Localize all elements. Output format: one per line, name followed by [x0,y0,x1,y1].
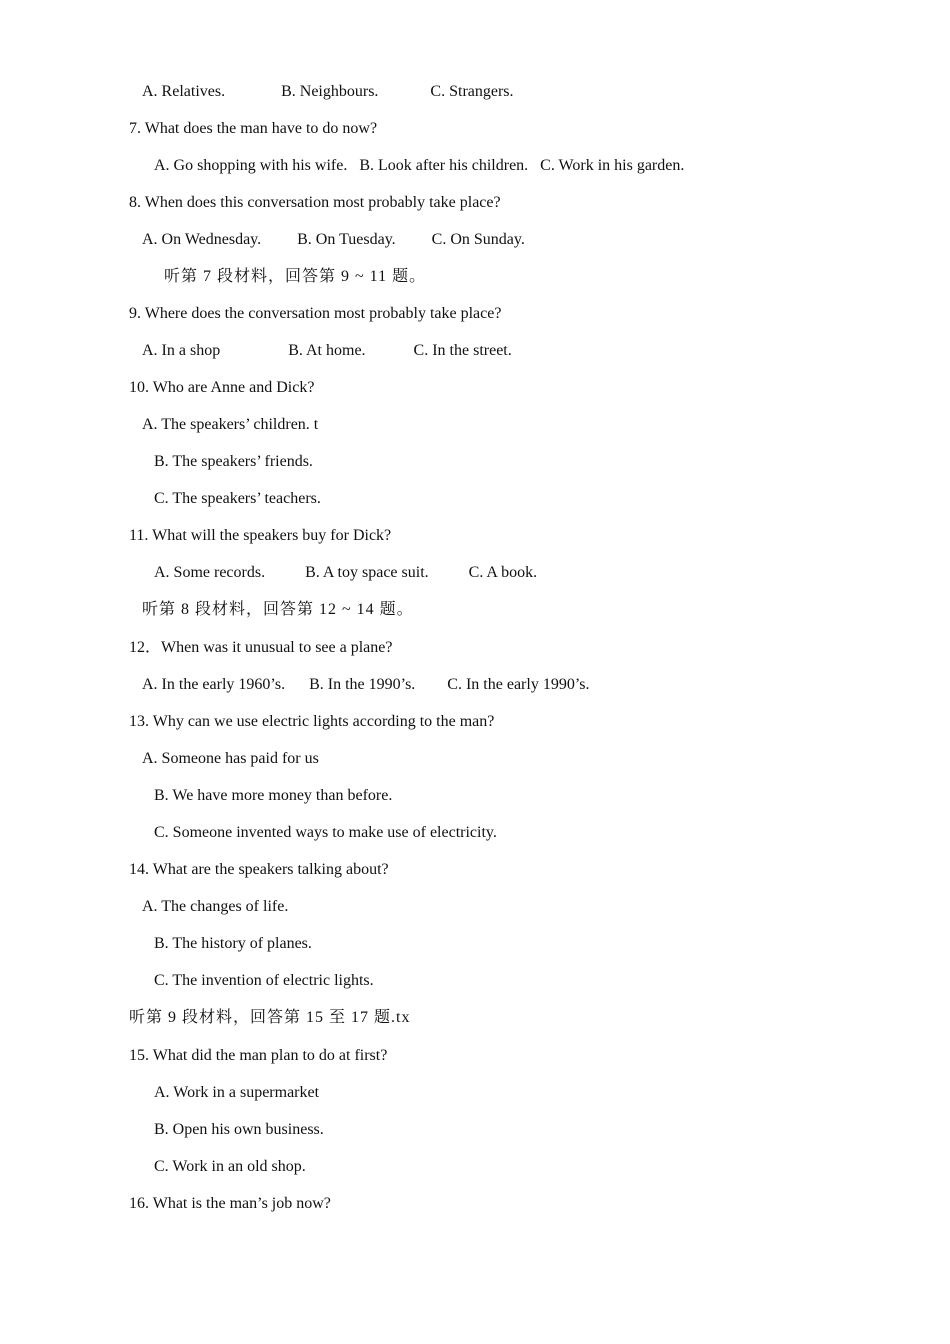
q14-option-b: B. The history of planes. [154,935,312,952]
q11-options: A. Some records. B. A toy space suit. C. A book. [154,564,538,581]
q15-question: 15. What did the man plan to do at first? [129,1047,388,1064]
q15-option-b: B. Open his own business. [154,1121,324,1138]
q13-question: 13. Why can we use electric lights according to the man? [129,713,495,730]
q10-option-b: B. The speakers’ friends. [154,453,313,470]
section-7-heading: 听第 7 段材料，回答第 9 ~ 11 题。 [164,268,427,285]
q9-question: 9. Where does the conversation most probably take place? [129,305,502,322]
q14-question: 14. What are the speakers talking about? [129,861,389,878]
q14-option-c: C. The invention of electric lights. [154,972,374,989]
q8-options: A. On Wednesday. B. On Tuesday. C. On Sunday. [142,231,525,248]
q9-options: A. In a shop B. At home. C. In the street. [142,342,512,359]
q12-question: 12．When was it unusual to see a plane? [129,639,393,656]
q12-options: A. In the early 1960’s. B. In the 1990’s. C. In the early 1990’s. [142,676,590,693]
section-9-heading: 听第 9 段材料，回答第 15 至 17 题.tx [129,1009,411,1026]
q7-options: A. Go shopping with his wife. B. Look after his children. C. Work in his garden. [154,157,685,174]
q13-option-b: B. We have more money than before. [154,787,393,804]
q11-question: 11. What will the speakers buy for Dick? [129,527,392,544]
q16-question: 16. What is the man’s job now? [129,1195,331,1212]
q8-question: 8. When does this conversation most probably take place? [129,194,501,211]
q7-question: 7. What does the man have to do now? [129,120,378,137]
section-8-heading: 听第 8 段材料，回答第 12 ~ 14 题。 [142,601,414,618]
q6-options: A. Relatives. B. Neighbours. C. Strangers. [142,83,514,100]
q15-option-a: A. Work in a supermarket [154,1084,320,1101]
q10-question: 10. Who are Anne and Dick? [129,379,315,396]
q15-option-c: C. Work in an old shop. [154,1158,306,1175]
q10-option-a: A. The speakers’ children. t [142,416,319,433]
q14-option-a: A. The changes of life. [142,898,289,915]
q13-option-a: A. Someone has paid for us [142,750,319,767]
q10-option-c: C. The speakers’ teachers. [154,490,321,507]
q13-option-c: C. Someone invented ways to make use of electricity. [154,824,497,841]
